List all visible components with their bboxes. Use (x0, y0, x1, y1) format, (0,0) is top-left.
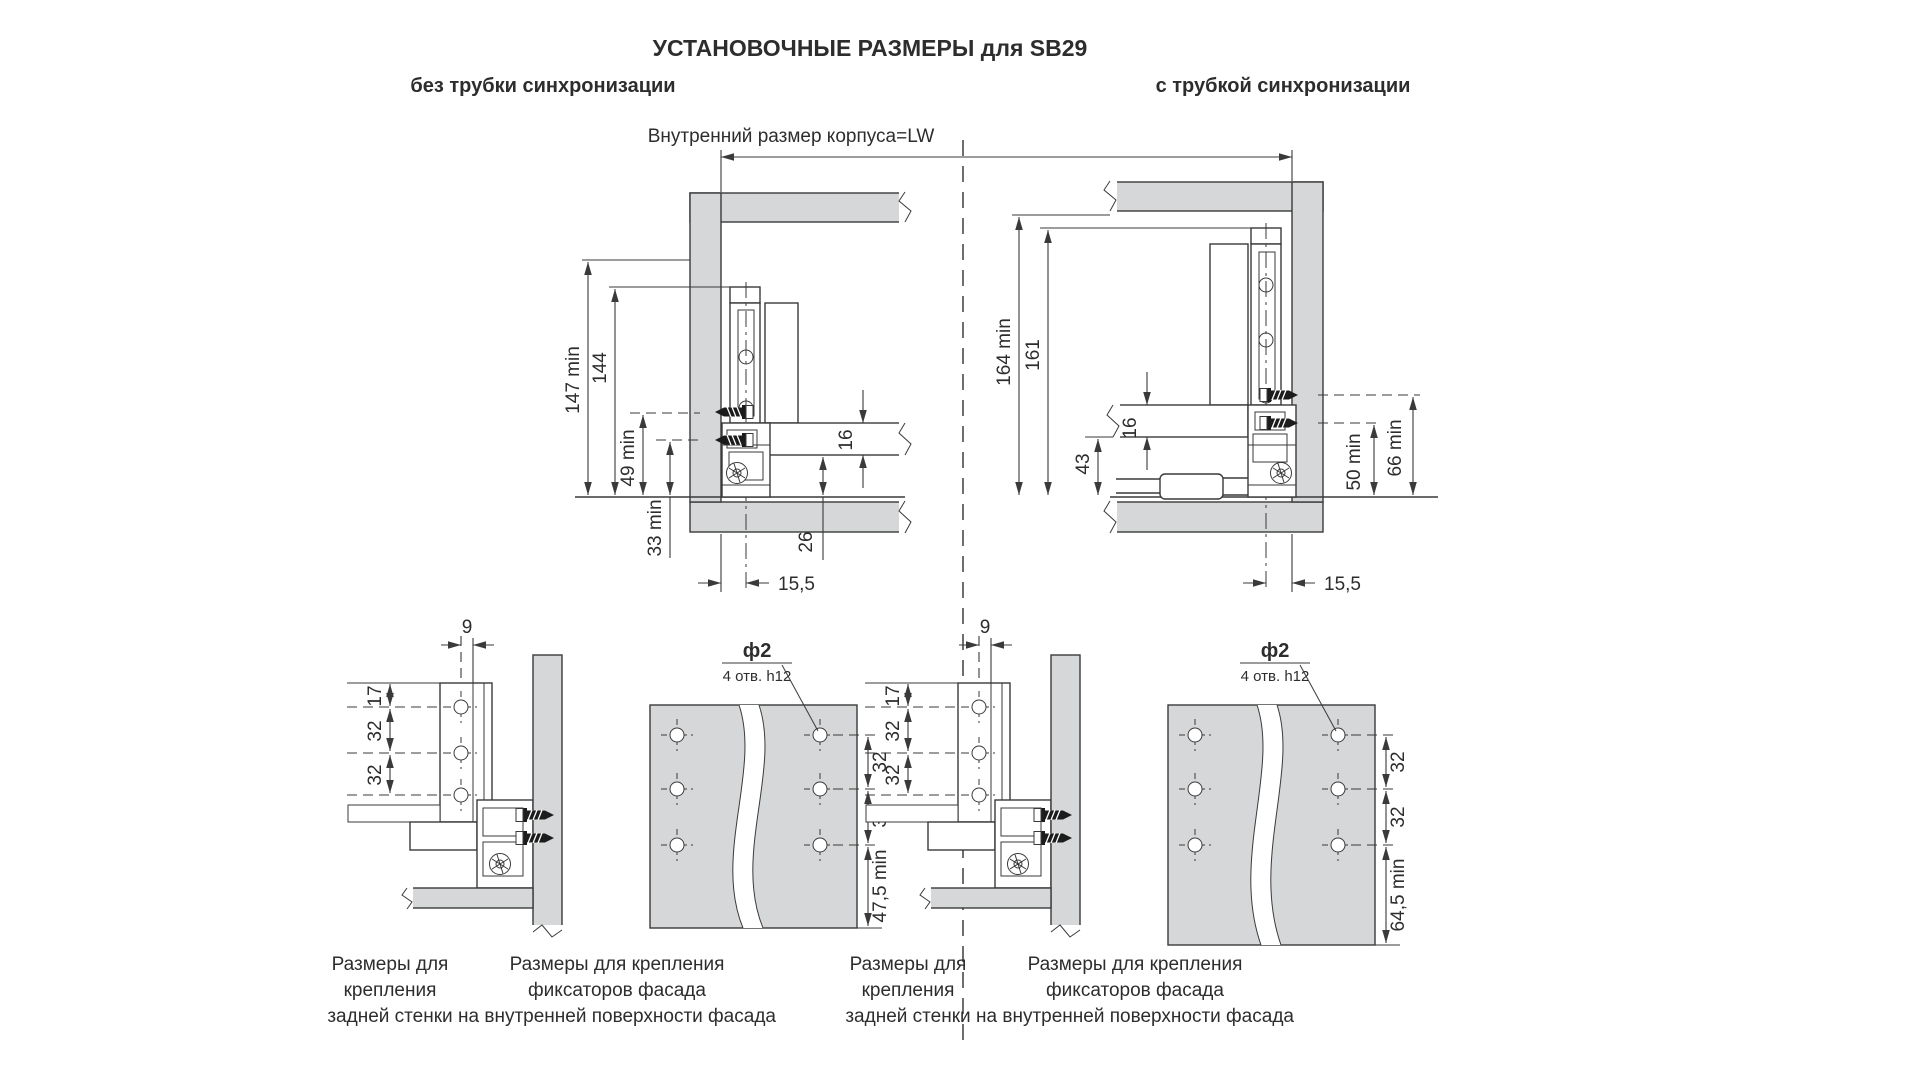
caption-line: Размеры для (331, 954, 449, 975)
caption-line: на внутренней поверхности фасада (458, 1006, 776, 1027)
dim-pitch-bottom-left: 32 (365, 764, 386, 786)
caption-facade-left (458, 954, 776, 1027)
rear-wall-dims-left (347, 683, 447, 795)
caption-rear-left (327, 954, 452, 1027)
caption-line: фиксаторов фасада (1046, 980, 1224, 1001)
drawer-side-profile-right (1248, 223, 1296, 592)
cabinet-bottom-panel-right (1110, 502, 1323, 532)
rear-wall-panel-right (1051, 655, 1080, 938)
dim-facade-pitch1-right: 32 (1388, 751, 1409, 773)
drawer-rear-wall (765, 303, 798, 423)
drawer-bottom-side-left (410, 822, 477, 850)
runner-screw-right-icon (1271, 463, 1292, 484)
cabinet-bottom-band-left (407, 888, 533, 908)
dim-facade-bottom-right: 64,5 min (1388, 858, 1409, 932)
subtitle-right: с трубкой синхронизации (1155, 75, 1411, 97)
dim-bottom-gap-left: 26 (796, 531, 817, 553)
drawer-bottom (760, 423, 905, 455)
dim-screw-lower-left: 33 min (645, 499, 666, 557)
rear-wall-panel-left (533, 655, 562, 938)
drawer-rear-wall-right (1210, 244, 1248, 405)
dim-pitch-bottom-right: 32 (883, 764, 904, 786)
dim-screw-upper-left: 49 min (618, 429, 639, 487)
caption-line: задней стенки (845, 1006, 971, 1027)
hole-diameter-label: ф2 (742, 640, 772, 662)
dim-hole-offset-right: 9 (979, 617, 991, 638)
caption-line: крепления (861, 980, 955, 1001)
caption-line: Размеры для (849, 954, 967, 975)
dim-pitch-mid-left: 32 (365, 720, 386, 742)
lw-dimension-label: Внутренний размер корпуса=LW (647, 126, 935, 147)
dim-inner-height-right: 164 min (994, 318, 1015, 386)
cabinet-bottom-band-right (925, 888, 1051, 908)
page-title: УСТАНОВОЧНЫЕ РАЗМЕРЫ для SB29 (652, 35, 1088, 61)
dim-hole-offset-left: 9 (461, 617, 473, 638)
caption-facade-right (976, 954, 1294, 1027)
caption-line: на внутренней поверхности фасада (976, 1006, 1294, 1027)
section-right-cabinet (994, 180, 1438, 595)
caption-line: фиксаторов фасада (528, 980, 706, 1001)
dim-facade-pitch2-right: 32 (1388, 806, 1409, 828)
dim-system-offset-right: 15,5 (1324, 574, 1361, 595)
hole-count-label: 4 отв. h12 (722, 668, 792, 685)
dim-rail-height-left: 144 (590, 352, 611, 384)
caption-line: задней стенки (327, 1006, 453, 1027)
dim-pitch-top-left: 17 (365, 685, 386, 707)
runner-screw-icon (727, 463, 748, 484)
dim-system-offset-left: 15,5 (778, 574, 815, 595)
dim-facade-bottom-left: 47,5 min (870, 849, 891, 923)
dim-inner-height-left: 147 min (563, 346, 584, 414)
dim-rail-height-right: 161 (1023, 339, 1044, 371)
caption-rear-right (845, 954, 970, 1027)
section-left-cabinet (563, 191, 912, 595)
rear-wall-dims-right (865, 683, 965, 795)
dim-facade-pitch1-left: 32 (870, 751, 891, 773)
dim-pitch-top-right: 17 (883, 685, 904, 707)
subtitle-left: без трубки синхронизации (410, 75, 676, 97)
hole-diameter-label: ф2 (1260, 640, 1290, 662)
dim-bottom-thickness-right: 16 (1120, 417, 1141, 439)
dim-bottom-gap-right: 43 (1073, 453, 1094, 475)
synchronization-tube (1116, 474, 1252, 499)
cabinet-bottom-panel (690, 502, 905, 532)
cabinet-top-panel (690, 193, 905, 222)
dim-bottom-thickness-left: 16 (836, 429, 857, 451)
caption-line: Размеры для крепления (509, 954, 725, 975)
hole-count-label: 4 отв. h12 (1240, 668, 1310, 685)
cabinet-top-panel-right (1110, 182, 1323, 211)
header (410, 35, 1410, 97)
dim-pitch-mid-right: 32 (883, 720, 904, 742)
dim-screw-lower-right: 50 min (1344, 433, 1365, 491)
dim-screw-upper-right: 66 min (1385, 419, 1406, 477)
caption-line: крепления (343, 980, 437, 1001)
caption-line: Размеры для крепления (1027, 954, 1243, 975)
cabinet-side-panel (690, 193, 721, 502)
drawer-bottom-side-right (928, 822, 995, 850)
